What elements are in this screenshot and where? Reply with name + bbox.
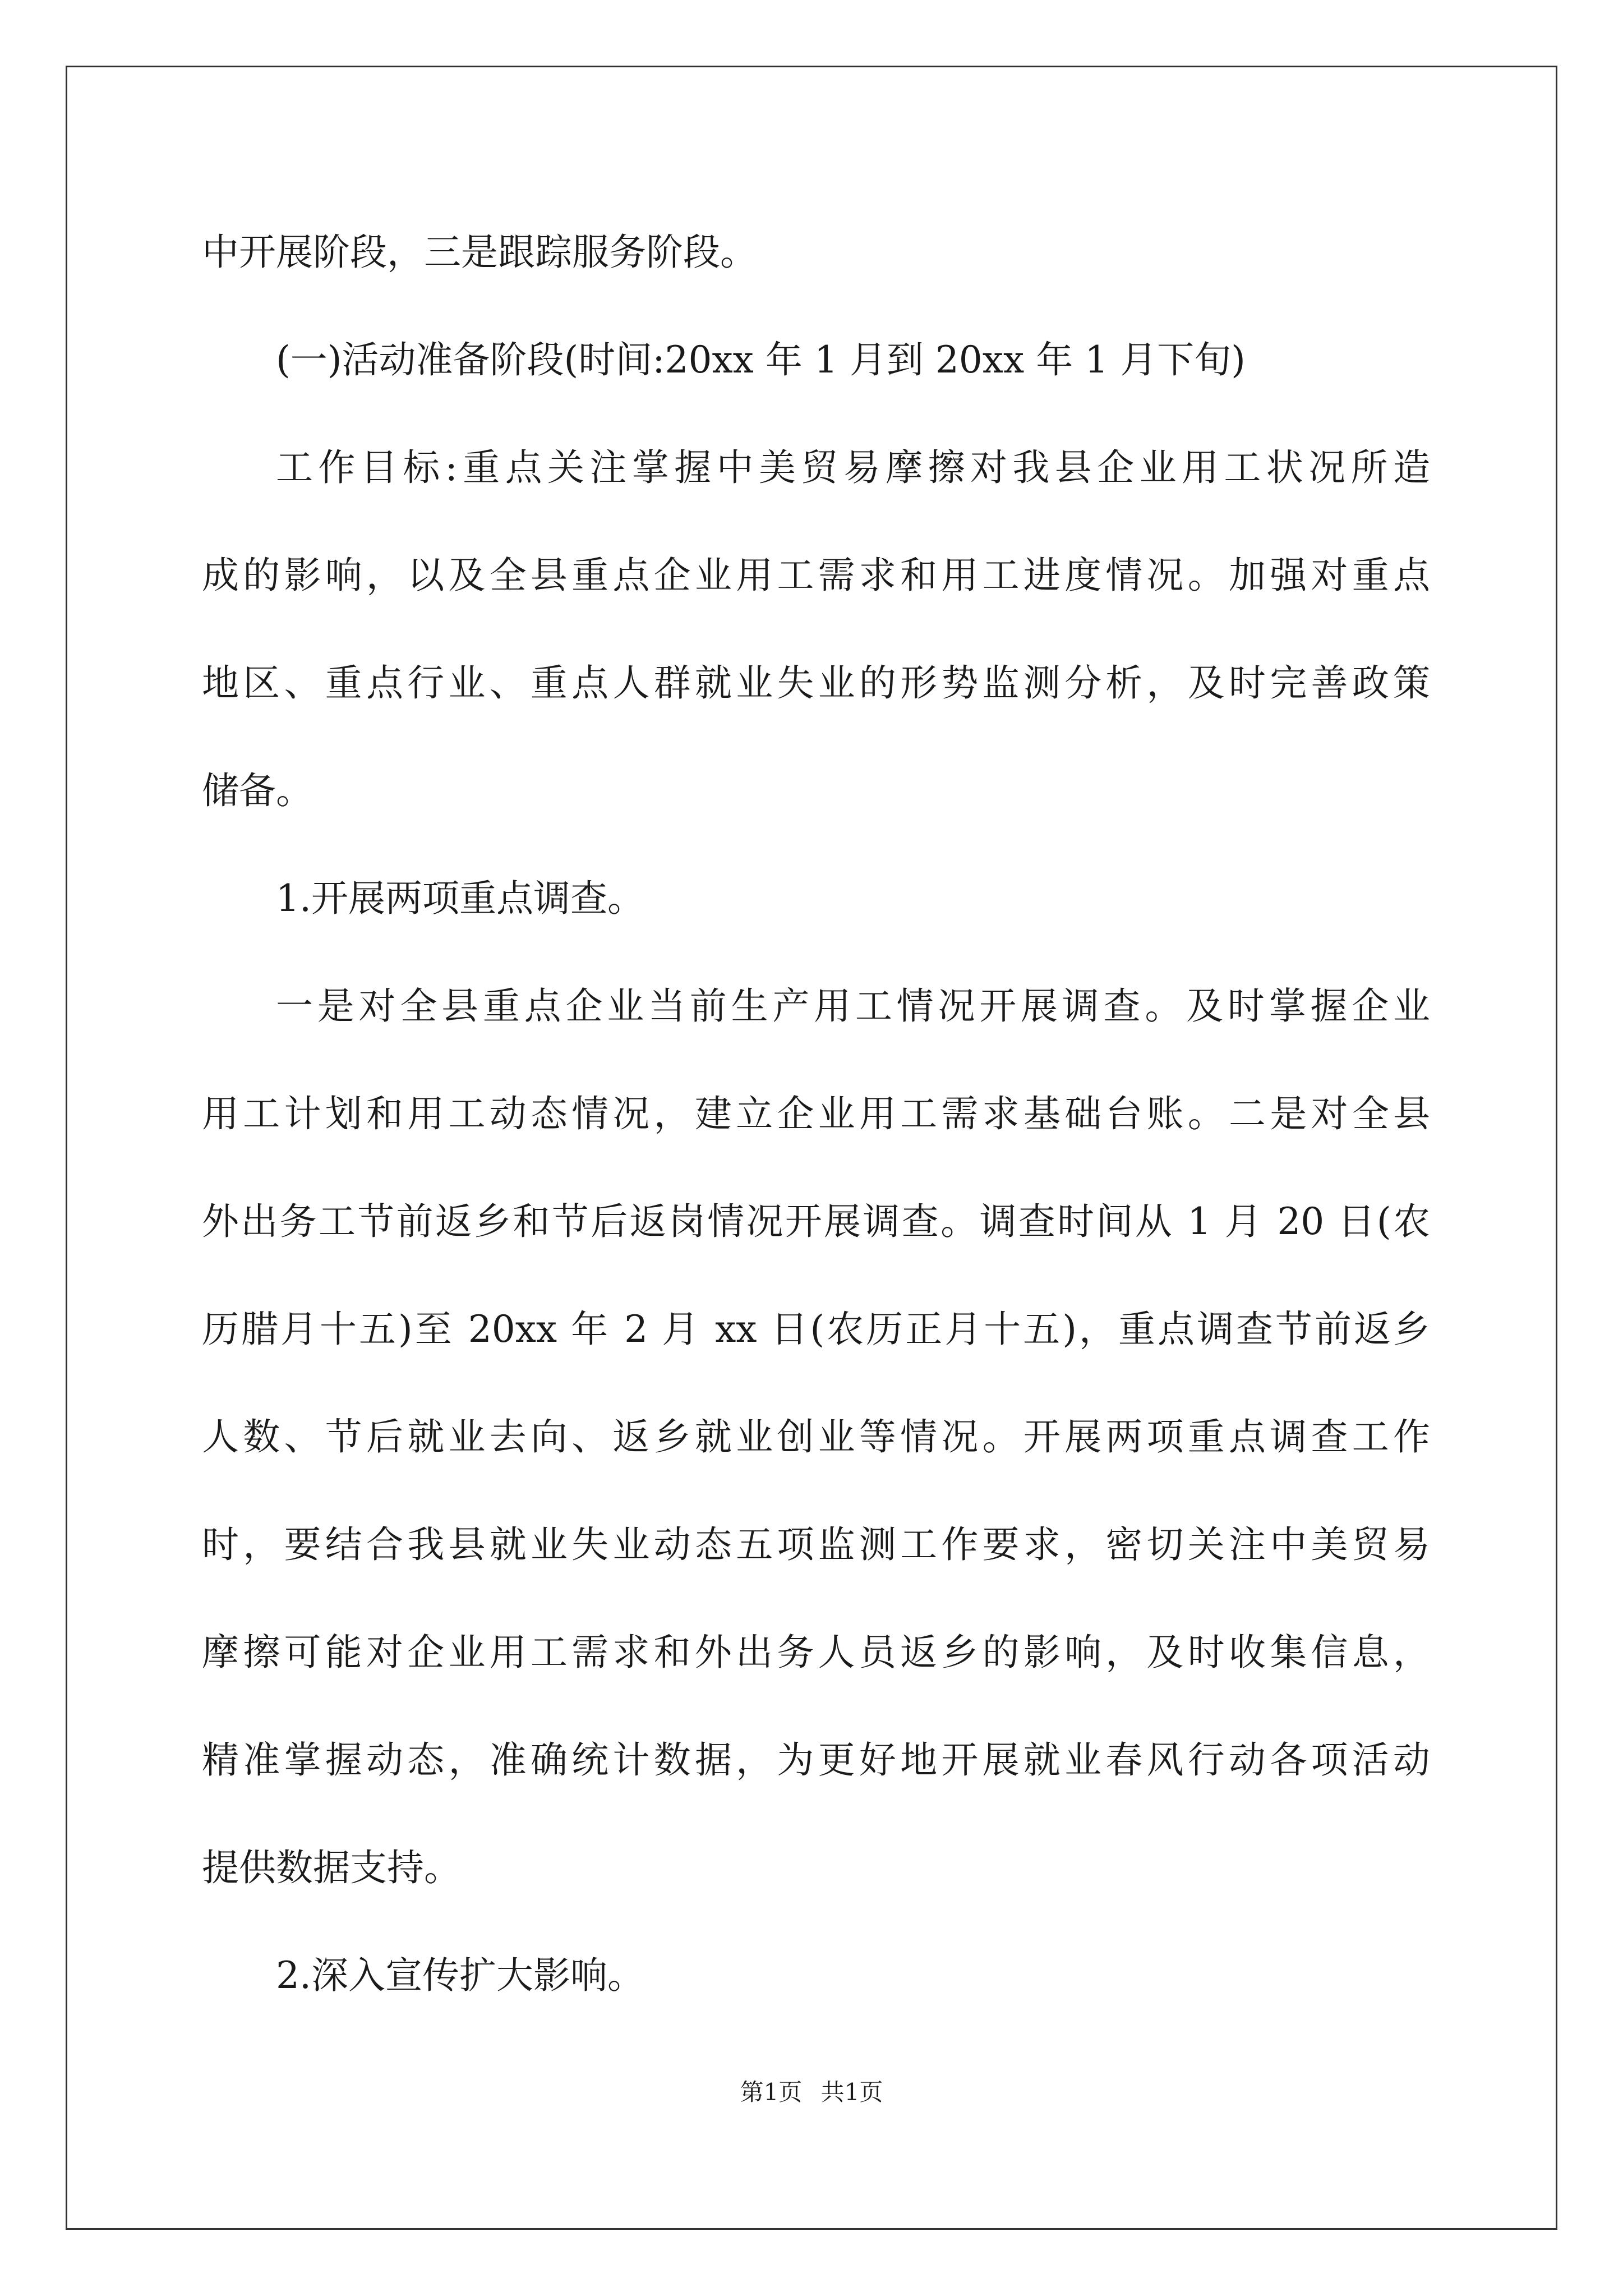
text-line: 工作目标:重点关注掌握中美贸易摩擦对我县企业用工状况所造: [276, 446, 1430, 489]
page-footer: [0, 2076, 1623, 2109]
text-line: 外出务工节前返乡和节后返岗情况开展调查。调查时间从 1 月 20 日(农: [202, 1200, 1430, 1243]
text-line: 提供数据支持。: [202, 1846, 461, 1889]
page-total: 共1页: [820, 2078, 883, 2106]
text-line: 1.开展两项重点调查。: [276, 877, 644, 920]
text-line: 时，要结合我县就业失业动态五项监测工作要求，密切关注中美贸易: [202, 1523, 1430, 1566]
text-line: 用工计划和用工动态情况，建立企业用工需求基础台账。二是对全县: [202, 1092, 1430, 1135]
page-number: 第1页: [740, 2078, 803, 2106]
text-line: 2.深入宣传扩大影响。: [276, 1954, 644, 1997]
text-line: 中开展阶段，三是跟踪服务阶段。: [202, 231, 757, 274]
document-body: [202, 216, 1430, 2047]
text-line: (一)活动准备阶段(时间:20xx 年 1 月到 20xx 年 1 月下旬): [276, 338, 1246, 381]
text-line: 人数、节后就业去向、返乡就业创业等情况。开展两项重点调查工作: [202, 1415, 1430, 1458]
text-line: 一是对全县重点企业当前生产用工情况开展调查。及时掌握企业: [276, 984, 1430, 1028]
text-line: 精准掌握动态，准确统计数据，为更好地开展就业春风行动各项活动: [202, 1738, 1430, 1782]
text-line: 历腊月十五)至 20xx 年 2 月 xx 日(农历正月十五)，重点调查节前返乡: [202, 1308, 1430, 1351]
text-line: 成的影响，以及全县重点企业用工需求和用工进度情况。加强对重点: [202, 554, 1430, 597]
text-line: 摩擦可能对企业用工需求和外出务人员返乡的影响，及时收集信息，: [202, 1631, 1430, 1674]
text-line: 储备。: [202, 769, 313, 812]
text-line: 地区、重点行业、重点人群就业失业的形势监测分析，及时完善政策: [202, 661, 1430, 705]
